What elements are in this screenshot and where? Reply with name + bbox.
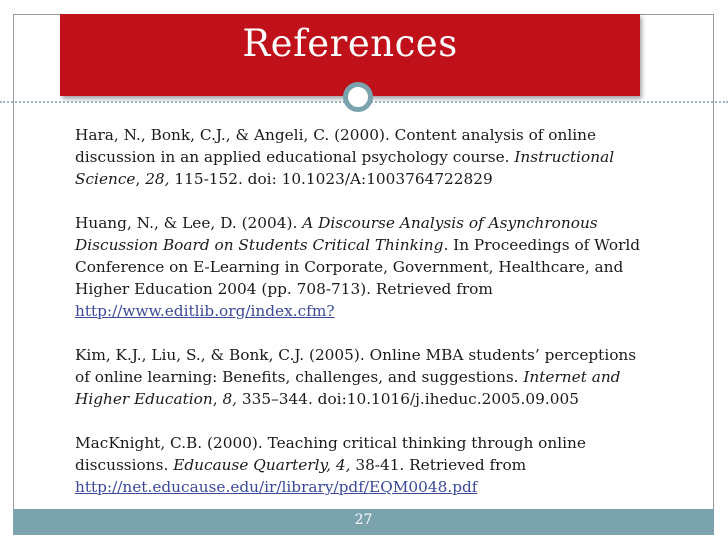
- ref-text: ,: [135, 170, 146, 188]
- page-number: 27: [354, 512, 373, 528]
- reference-item: [75, 212, 655, 322]
- ref-text: Huang, N., & Lee, D. (2004).: [75, 214, 303, 232]
- ref-text: 335–344. doi:10.1016/j.iheduc.2005.09.005: [237, 390, 579, 408]
- ref-text: MacKnight, C.B. (2000). Teaching critical thinking through online discussions.: [75, 434, 586, 474]
- ref-text: 115-152. doi: 10.1023/A:1003764722829: [169, 170, 493, 188]
- references-list: [75, 124, 655, 520]
- reference-item: [75, 432, 655, 498]
- ref-text: ,: [212, 390, 223, 408]
- ref-journal: Instructional Science: [75, 148, 615, 188]
- ref-text: . In Proceedings of World Conference on E-Learning in Corporate, Government, Healthcare, and Higher Education 2004 (pp. 708-713). Retrieved from: [75, 236, 641, 298]
- ref-text: 38-41. Retrieved from: [350, 456, 527, 474]
- reference-link[interactable]: http://net.educause.edu/ir/library/pdf/EQM0048.pdf: [75, 478, 478, 496]
- ref-journal: Internet and Higher Education: [75, 368, 621, 408]
- footer-bar: [13, 509, 714, 535]
- slide-title: References: [242, 22, 458, 65]
- ref-volume: 28,: [145, 170, 170, 188]
- reference-item: [75, 344, 655, 410]
- ring-ornament-icon: [343, 82, 373, 112]
- ref-title: A Discourse Analysis of Asynchronous Discussion Board on Students Critical Thinking: [75, 214, 598, 254]
- ref-text: Kim, K.J., Liu, S., & Bonk, C.J. (2005). Online MBA students’ perceptions of online learning: Benefits, challenges, and suggestions.: [75, 346, 637, 386]
- ref-text: Hara, N., Bonk, C.J., & Angeli, C. (2000). Content analysis of online discussion in an applied educational psychology course.: [75, 126, 597, 166]
- ref-volume: 8,: [222, 390, 238, 408]
- reference-link[interactable]: http://www.editlib.org/index.cfm?: [75, 302, 335, 320]
- reference-item: [75, 124, 655, 190]
- ref-journal: Educause Quarterly, 4,: [173, 456, 351, 474]
